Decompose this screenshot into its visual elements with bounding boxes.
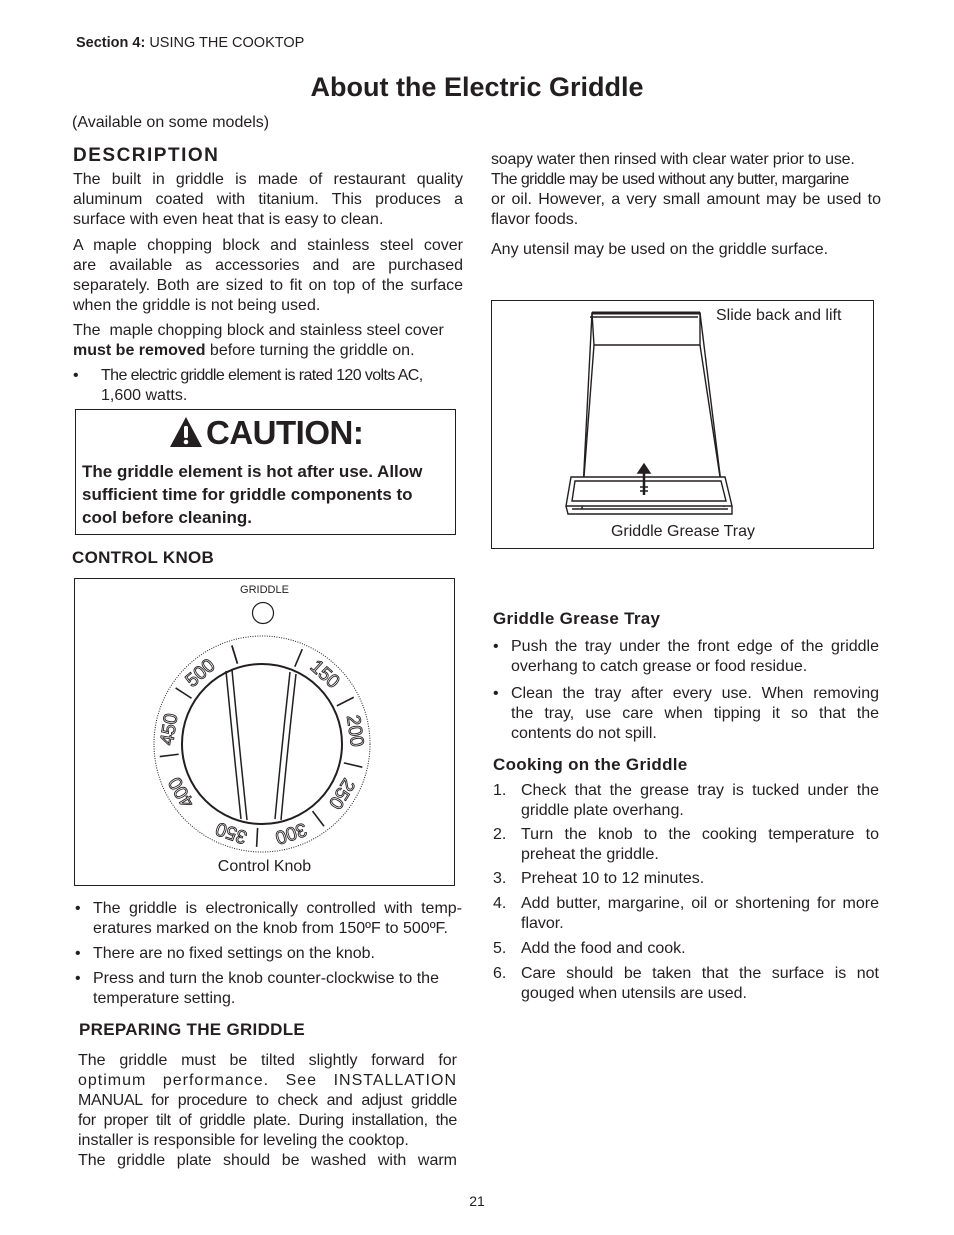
utensil-note: Any utensil may be used on the griddle surface. <box>491 241 829 258</box>
section-name: USING THE COOKTOP <box>149 35 305 51</box>
cooking-step-line: Care should be taken that the surface is not <box>521 965 879 982</box>
grease-tray-bullet-line: contents do not spill. <box>511 725 657 742</box>
preparing-line: installer is responsible for leveling the cooktop. <box>78 1132 409 1149</box>
cooking-steps <box>493 781 879 1004</box>
cooking-step <box>493 894 879 934</box>
preparing-line: optimum performance. See INSTALLATION <box>78 1072 457 1089</box>
dial-label: 500 <box>181 655 220 692</box>
grease-tray-bullet-line: the tray, use care when tipping it so that the <box>511 705 879 722</box>
description-p1-line: aluminum coated with titanium. This produces a <box>73 191 463 208</box>
knob-bullet-line: Press and turn the knob counter-clockwise to the <box>93 970 439 987</box>
cooking-step <box>493 869 879 889</box>
caution-title: CAUTION: <box>206 414 364 451</box>
cooking-step-line: Add the food and cook. <box>521 940 686 957</box>
description-p3-line-2 <box>73 341 463 361</box>
caution-line: The griddle element is hot after use. Allow <box>82 462 423 481</box>
dial-label: 350 <box>213 817 250 848</box>
cooking-step-line: Preheat 10 to 12 minutes. <box>521 870 705 887</box>
preparing-heading: PREPARING THE GRIDDLE <box>79 1020 306 1039</box>
description-p3-rest: before turning the griddle on. <box>205 342 415 359</box>
dial-tick <box>176 688 192 698</box>
grease-tray-bullet: • Clean the tray after every use. When removing the tray, use care when tipping it so that the contents do not spill. <box>493 685 879 742</box>
dial-tick <box>313 811 324 826</box>
cooking-step-line: griddle plate overhang. <box>521 802 684 819</box>
description-p2-line: are available as accessories and are purchased <box>73 257 463 274</box>
cooking-step-line: flavor. <box>521 915 564 932</box>
washing-line: flavor foods. <box>491 211 579 228</box>
description-heading: DESCRIPTION <box>73 145 220 166</box>
cooking-step-number: 1. <box>493 782 507 799</box>
knob-bullet: • The griddle is electronically controlled with temp- eratures marked on the knob from 150ºF to 500ºF. <box>75 900 462 937</box>
knob-bullet: • There are no fixed settings on the knob. <box>75 944 462 964</box>
knob-bullet: • Press and turn the knob counter-clockwise to the temperature setting. <box>75 969 462 1009</box>
knob-body <box>182 664 342 824</box>
description-p2-line: A maple chopping block and stainless steel cover <box>73 237 463 254</box>
cooking-step-number: 3. <box>493 870 507 887</box>
dial-tick <box>295 649 302 666</box>
washing-line: The griddle may be used without any butter, margarine <box>491 171 849 188</box>
cooking-step-line: gouged when utensils are used. <box>521 985 747 1002</box>
washing-continued-paragraph <box>491 150 881 230</box>
dial-label: 250 <box>323 774 359 813</box>
preparing-line: MANUAL for procedure to check and adjust griddle <box>78 1092 457 1109</box>
description-p2-line: separately. Both are sized to fit on top of the surface <box>73 277 463 294</box>
preparing-line: The griddle plate should be washed with warm <box>78 1152 457 1169</box>
dial-tick <box>344 763 363 767</box>
preparing-line: The griddle must be tilted slightly forward for <box>78 1052 457 1069</box>
cooking-step <box>493 781 879 821</box>
section-label: Section 4: <box>76 35 146 51</box>
availability-note: (Available on some models) <box>72 114 270 131</box>
griddle-indicator-label: GRIDDLE <box>240 584 289 596</box>
rating-bullet-line: 1,600 watts. <box>101 387 188 404</box>
dial-label: 300 <box>272 818 310 848</box>
grease-tray-caption: Griddle Grease Tray <box>610 523 756 540</box>
control-knob-figure <box>74 578 455 886</box>
dial-tick <box>232 646 238 664</box>
cooking-heading: Cooking on the Griddle <box>493 755 688 774</box>
cooking-step-number: 4. <box>493 895 507 912</box>
description-p1-line: The built in griddle is made of restaurant quality <box>73 171 463 188</box>
grease-tray-bullets <box>493 637 879 744</box>
must-be-removed-emphasis: must be removed <box>73 342 206 359</box>
page-number: 21 <box>469 1193 485 1209</box>
cooking-step-line: Add butter, margarine, oil or shortening for more <box>521 895 879 912</box>
grease-tray-figure <box>491 300 874 549</box>
washing-line: soapy water then rinsed with clear water prior to use. <box>491 151 855 168</box>
grease-tray-bullet-line: overhang to catch grease or food residue. <box>511 658 808 675</box>
grease-tray-bullet-line: Push the tray under the front edge of the griddle <box>511 638 879 655</box>
caution-box <box>75 409 456 535</box>
description-paragraph-2 <box>73 236 463 316</box>
knob-bullet-list <box>75 899 462 1009</box>
preparing-line: for proper tilt of griddle plate. During installation, the <box>78 1112 457 1129</box>
cooking-step-line: preheat the griddle. <box>521 846 659 863</box>
cooking-step <box>493 825 879 865</box>
description-paragraph-1 <box>73 170 463 230</box>
dial-label: 150 <box>305 656 344 693</box>
description-p3-line: The maple chopping block and stainless steel cover <box>73 322 444 339</box>
cooking-step <box>493 964 879 1004</box>
griddle-tray-illustration <box>492 301 873 548</box>
slide-back-label: Slide back and lift <box>716 307 842 324</box>
dial-outer-ring <box>154 636 370 852</box>
control-knob-heading: CONTROL KNOB <box>72 548 215 567</box>
preparing-paragraph <box>78 1051 457 1171</box>
cooking-step-number: 2. <box>493 826 507 843</box>
cooking-step-number: 5. <box>493 940 507 957</box>
cooking-step-line: Check that the grease tray is tucked under the <box>521 782 879 799</box>
section-header <box>76 35 304 51</box>
dial-tick <box>337 697 354 706</box>
rating-bullet: • The electric griddle element is rated 120 volts AC, 1,600 watts. <box>73 366 465 406</box>
description-p2-line: when the griddle is not being used. <box>73 297 321 314</box>
grease-tray-bullet-line: Clean the tray after every use. When removing <box>511 685 879 702</box>
dial-label: 400 <box>164 773 200 812</box>
grease-tray-bullet: • Push the tray under the front edge of the griddle overhang to catch grease or food residue. <box>493 638 879 675</box>
control-knob-dial <box>75 579 454 885</box>
knob-bullet-line: eratures marked on the knob from 150ºF to 500ºF. <box>93 920 448 937</box>
knob-bullet-line: The griddle is electronically controlled with temp- <box>93 900 462 917</box>
dial-labels <box>157 655 367 848</box>
page-title: About the Electric Griddle <box>310 72 644 102</box>
cooking-step-line: Turn the knob to the cooking temperature to <box>521 826 879 843</box>
caution-text <box>82 460 454 529</box>
griddle-indicator-light <box>253 603 274 624</box>
caution-line: cool before cleaning. <box>82 508 253 527</box>
control-knob-caption: Control Knob <box>217 858 312 875</box>
dial-label: 450 <box>156 712 183 747</box>
washing-line: or oil. However, a very small amount may be used to <box>491 191 881 208</box>
description-paragraph-3 <box>73 321 463 361</box>
cooking-step-number: 6. <box>493 965 507 982</box>
caution-line: sufficient time for griddle components to <box>82 485 413 504</box>
grease-tray-heading: Griddle Grease Tray <box>493 609 661 628</box>
description-p1-line: surface with even heat that is easy to clean. <box>73 211 384 228</box>
dial-tick <box>160 754 179 756</box>
cooking-step <box>493 939 879 959</box>
knob-bullet-line: temperature setting. <box>93 990 236 1007</box>
dial-tick <box>257 828 258 847</box>
dial-label: 200 <box>341 713 368 749</box>
warning-triangle-icon <box>169 416 203 448</box>
rating-bullet-line: The electric griddle element is rated 120 volts AC, <box>101 367 423 384</box>
knob-bullet-line: There are no fixed settings on the knob. <box>93 945 375 962</box>
